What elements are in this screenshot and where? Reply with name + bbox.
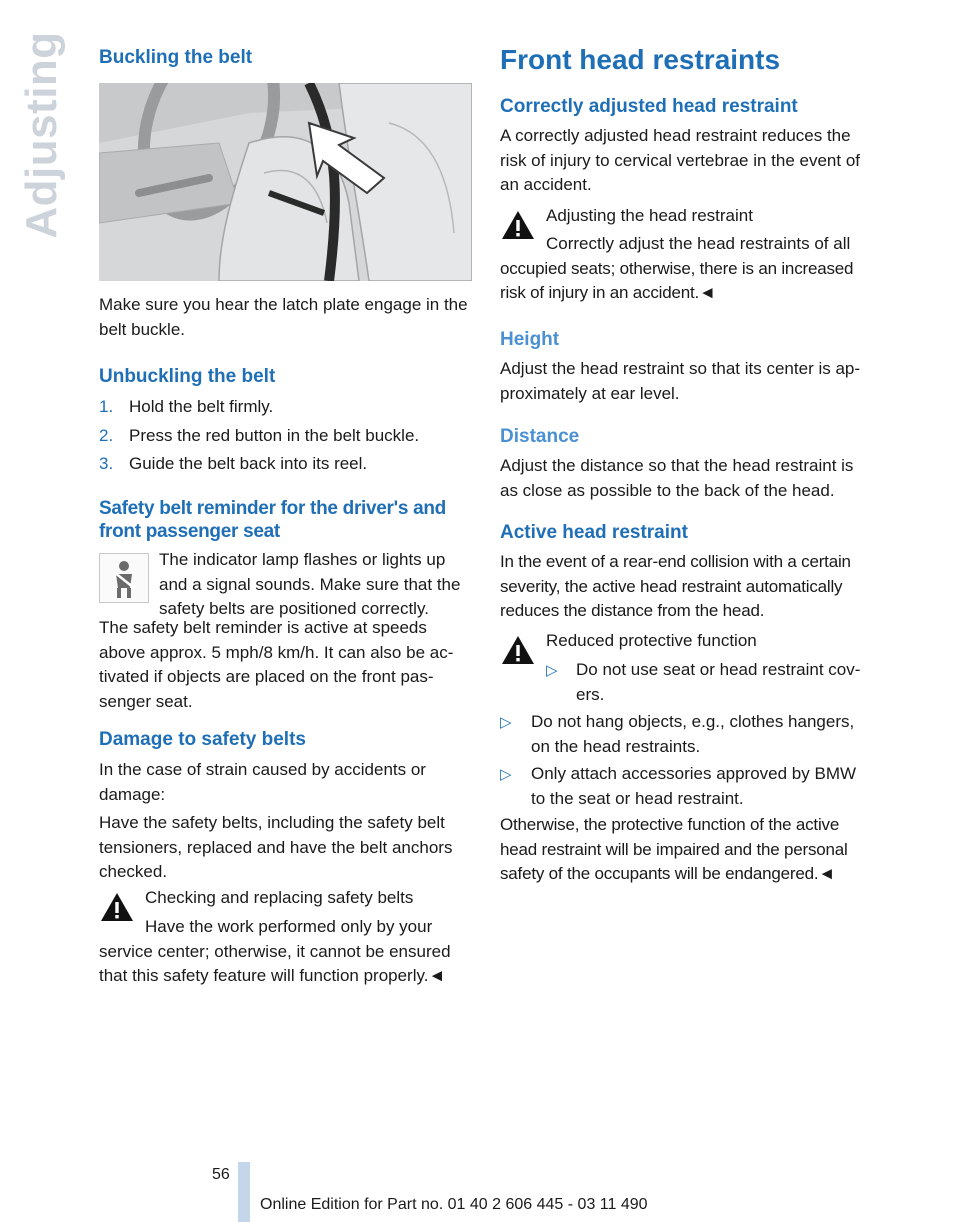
step-number: 3. bbox=[99, 454, 114, 473]
list-item bbox=[99, 424, 472, 453]
damage-line: checked. bbox=[99, 862, 168, 881]
active-heading: Active head restraint bbox=[500, 522, 688, 543]
correct-body bbox=[500, 124, 880, 198]
buckling-heading: Buckling the belt bbox=[99, 47, 253, 68]
height-line: Adjust the head restraint so that its center is ap- bbox=[500, 359, 861, 378]
reminder-line: and a signal sounds. Make sure that the bbox=[159, 574, 461, 594]
active-line: reduces the distance from the head. bbox=[500, 601, 765, 620]
buckling-text-line: belt buckle. bbox=[99, 319, 185, 339]
buckling-text bbox=[99, 293, 472, 342]
warning-icon bbox=[100, 892, 134, 922]
list-item bbox=[546, 658, 876, 707]
bullet-line: Only attach accessories approved by BMW bbox=[531, 764, 857, 783]
reminder-heading bbox=[99, 497, 479, 543]
closing-text bbox=[500, 813, 880, 887]
closing-line: head restraint will be impaired and the personal bbox=[500, 839, 848, 859]
warning-line: occupied seats; otherwise, there is an increased bbox=[500, 258, 854, 278]
bullet-marker: ▷ bbox=[546, 662, 558, 679]
list-item bbox=[500, 762, 880, 811]
list-item bbox=[500, 710, 880, 759]
reminder-line: The indicator lamp flashes or lights up bbox=[159, 550, 446, 569]
damage-heading: Damage to safety belts bbox=[99, 729, 306, 750]
closing-line: safety of the occupants will be endangered.◄ bbox=[500, 864, 836, 883]
warning-line: Have the work performed only by your bbox=[145, 917, 433, 936]
distance-line: as close as possible to the back of the head. bbox=[500, 480, 835, 500]
page-title: Front head restraints bbox=[500, 44, 781, 75]
reminder-body-line: senger seat. bbox=[99, 691, 193, 711]
reminder-body-line: The safety belt reminder is active at speeds bbox=[99, 618, 427, 637]
reminder-indicator-text bbox=[159, 548, 479, 622]
reminder-heading-line: front passenger seat bbox=[99, 521, 280, 542]
side-tab-label: Adjusting bbox=[17, 31, 66, 239]
distance-line: Adjust the distance so that the head restraint is bbox=[500, 456, 854, 475]
bullet-marker: ▷ bbox=[500, 714, 512, 731]
bullet-line: to the seat or head restraint. bbox=[531, 788, 744, 808]
distance-heading: Distance bbox=[500, 426, 580, 447]
warning-line: that this safety feature will function properly.◄ bbox=[99, 966, 446, 985]
damage-body-2 bbox=[99, 811, 479, 885]
footer-edition: Online Edition for Part no. 01 40 2 606 445 - 03 11 490 bbox=[260, 1196, 648, 1213]
correct-heading: Correctly adjusted head restraint bbox=[500, 96, 798, 117]
warning-line: risk of injury in an accident.◄ bbox=[500, 283, 716, 302]
bullet-line: Do not use seat or head restraint cov- bbox=[576, 660, 861, 679]
warning-line: Correctly adjust the head restraints of all bbox=[546, 234, 851, 253]
warning-icon bbox=[501, 210, 535, 240]
step-text: Guide the belt back into its reel. bbox=[129, 454, 368, 473]
warning-title: Reduced protective function bbox=[546, 631, 757, 650]
active-line: severity, the active head restraint automatically bbox=[500, 576, 843, 596]
reminder-body bbox=[99, 616, 479, 714]
correct-line: A correctly adjusted head restraint reduces the bbox=[500, 126, 851, 145]
reminder-body-line: tivated if objects are placed on the front pas- bbox=[99, 667, 434, 686]
step-text: Hold the belt firmly. bbox=[129, 397, 274, 416]
seat-belt-illustration bbox=[99, 83, 472, 281]
distance-body bbox=[500, 454, 880, 503]
seat-belt-photo bbox=[99, 83, 472, 281]
list-item bbox=[99, 395, 472, 424]
correct-line: an accident. bbox=[500, 175, 592, 194]
side-tab bbox=[17, 31, 66, 239]
step-number: 1. bbox=[99, 397, 114, 416]
bullet-line: ers. bbox=[576, 684, 605, 704]
seat-belt-indicator-icon bbox=[99, 553, 149, 603]
height-line: proximately at ear level. bbox=[500, 383, 680, 403]
damage-line: In the case of strain caused by accidents or bbox=[99, 760, 426, 779]
warning-title: Adjusting the head restraint bbox=[546, 206, 753, 225]
step-text: Press the red button in the belt buckle. bbox=[129, 425, 420, 445]
warning-line: service center; otherwise, it cannot be ensured bbox=[99, 941, 451, 961]
list-item bbox=[99, 452, 472, 481]
damage-body-1 bbox=[99, 758, 479, 807]
bullet-marker: ▷ bbox=[500, 766, 512, 783]
active-line: In the event of a rear-end collision with a certain bbox=[500, 552, 851, 571]
bullet-line: on the head restraints. bbox=[531, 736, 701, 756]
damage-line: Have the safety belts, including the safety belt bbox=[99, 813, 445, 832]
warning-icon bbox=[501, 635, 535, 665]
footer-bar bbox=[238, 1162, 250, 1222]
unbuckling-heading: Unbuckling the belt bbox=[99, 366, 276, 387]
damage-line: damage: bbox=[99, 784, 166, 804]
warning-rest bbox=[99, 940, 479, 989]
height-body bbox=[500, 357, 880, 406]
height-heading: Height bbox=[500, 329, 560, 350]
reminder-body-line: above approx. 5 mph/8 km/h. It can also be ac- bbox=[99, 642, 454, 662]
step-number: 2. bbox=[99, 425, 114, 445]
warning-rest bbox=[500, 257, 880, 306]
closing-line: Otherwise, the protective function of the active bbox=[500, 815, 840, 834]
buckling-text-line: Make sure you hear the latch plate engage in the bbox=[99, 295, 468, 314]
reminder-heading-line: Safety belt reminder for the driver's and bbox=[99, 498, 446, 519]
page-number: 56 bbox=[212, 1166, 230, 1183]
unbuckling-steps bbox=[99, 395, 472, 481]
active-body bbox=[500, 550, 880, 624]
reminder-line: safety belts are positioned correctly. bbox=[159, 599, 429, 618]
damage-line: tensioners, replaced and have the belt anchors bbox=[99, 837, 453, 857]
bullet-line: Do not hang objects, e.g., clothes hangers, bbox=[531, 712, 855, 731]
warning-title: Checking and replacing safety belts bbox=[145, 888, 414, 907]
correct-line: risk of injury to cervical vertebrae in the event of bbox=[500, 150, 860, 170]
